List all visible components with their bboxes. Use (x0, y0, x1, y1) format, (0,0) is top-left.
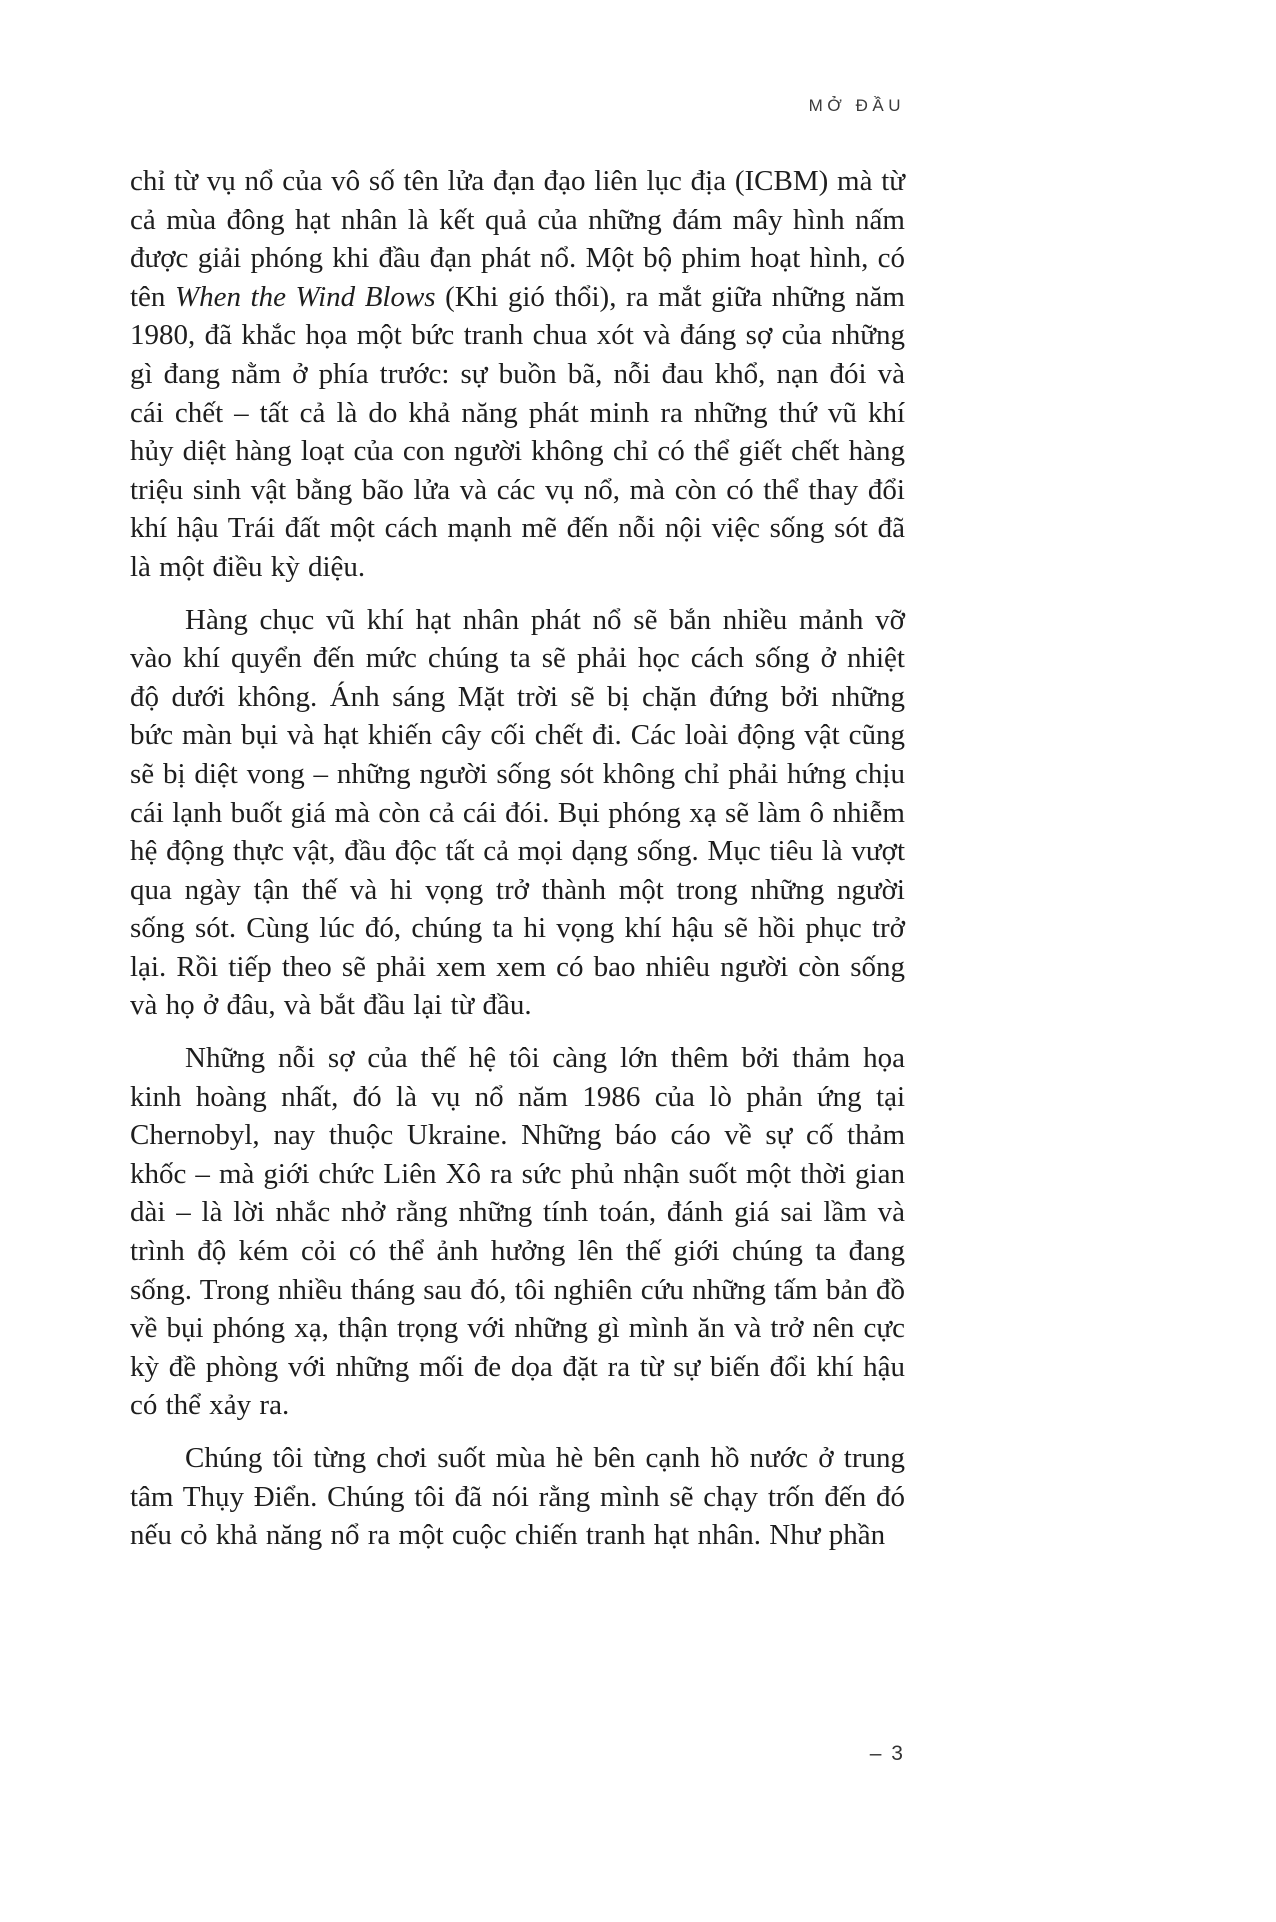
paragraph (130, 1039, 905, 1425)
running-header: MỞ ĐẦU (808, 96, 905, 115)
paragraph (130, 601, 905, 1026)
book-title-italic: When the Wind Blows (174, 280, 436, 313)
paragraph (130, 1439, 905, 1555)
text-segment: Những nỗi sợ của thế hệ tôi càng lớn thêm bởi thảm họa kinh hoàng nhất, đó là vụ nổ năm 1986 của lò phản ứng tại Chernobyl, nay thuộc Ukraine. Những báo cáo về sự cố thảm khốc – mà giới chức Liên Xô ra sức phủ nhận suốt một thời gian dài – là lời nhắc nhở rằng những tính toán, đánh giá sai lầm và trình độ kém cỏi có thể ảnh hưởng lên thế giới chúng ta đang sống. Trong nhiều tháng sau đó, tôi nghiên cứu những tấm bản đồ về bụi phóng xạ, thận trọng với những gì mình ăn và trở nên cực kỳ đề phòng với những mối đe dọa đặt ra từ sự biến đổi khí hậu có thể xảy ra. (130, 1042, 905, 1422)
text-segment: Hàng chục vũ khí hạt nhân phát nổ sẽ bắn nhiều mảnh vỡ vào khí quyển đến mức chúng ta sẽ phải học cách sống ở nhiệt độ dưới không. Ánh sáng Mặt trời sẽ bị chặn đứng bởi những bức màn bụi và hạt khiến cây cối chết đi. Các loài động vật cũng sẽ bị diệt vong – những người sống sót không chỉ phải hứng chịu cái lạnh buốt giá mà còn cả cái đói. Bụi phóng xạ sẽ làm ô nhiễm hệ động thực vật, đầu độc tất cả mọi dạng sống. Mục tiêu là vượt qua ngày tận thế và hi vọng trở thành một trong những người sống sót. Cùng lúc đó, chúng ta hi vọng khí hậu sẽ hồi phục trở lại. Rồi tiếp theo sẽ phải xem xem có bao nhiêu người còn sống và họ ở đâu, và bắt đầu lại từ đầu. (130, 603, 905, 1022)
text-segment: (Khi gió thổi), ra mắt giữa những năm 1980, đã khắc họa một bức tranh chua xót và đáng sợ của những gì đang nằm ở phía trước: sự buồn bã, nỗi đau khổ, nạn đói và cái chết – tất cả là do khả năng phát minh ra những thứ vũ khí hủy diệt hàng loạt của con người không chỉ có thể giết chết hàng triệu sinh vật bằng bão lửa và các vụ nổ, mà còn có thể thay đổi khí hậu Trái đất một cách mạnh mẽ đến nỗi nội việc sống sót đã là một điều kỳ diệu. (130, 280, 905, 583)
text-block (130, 162, 905, 1555)
paragraph (130, 162, 905, 587)
page-number: – 3 (869, 1742, 905, 1765)
text-segment: Chúng tôi từng chơi suốt mùa hè bên cạnh hồ nước ở trung tâm Thụy Điển. Chúng tôi đã nói rằng mình sẽ chạy trốn đến đó nếu cỏ khả năng nổ ra một cuộc chiến tranh hạt nhân. Như phần (130, 1442, 905, 1552)
text-segment: chỉ từ vụ nổ của vô số tên lửa đạn đạo liên lục địa (ICBM) mà từ cả mùa đông hạt nhân là kết quả của những đám mây hình nấm được giải phóng khi đầu đạn phát nổ. Một bộ phim hoạt hình, có tên (130, 165, 905, 313)
